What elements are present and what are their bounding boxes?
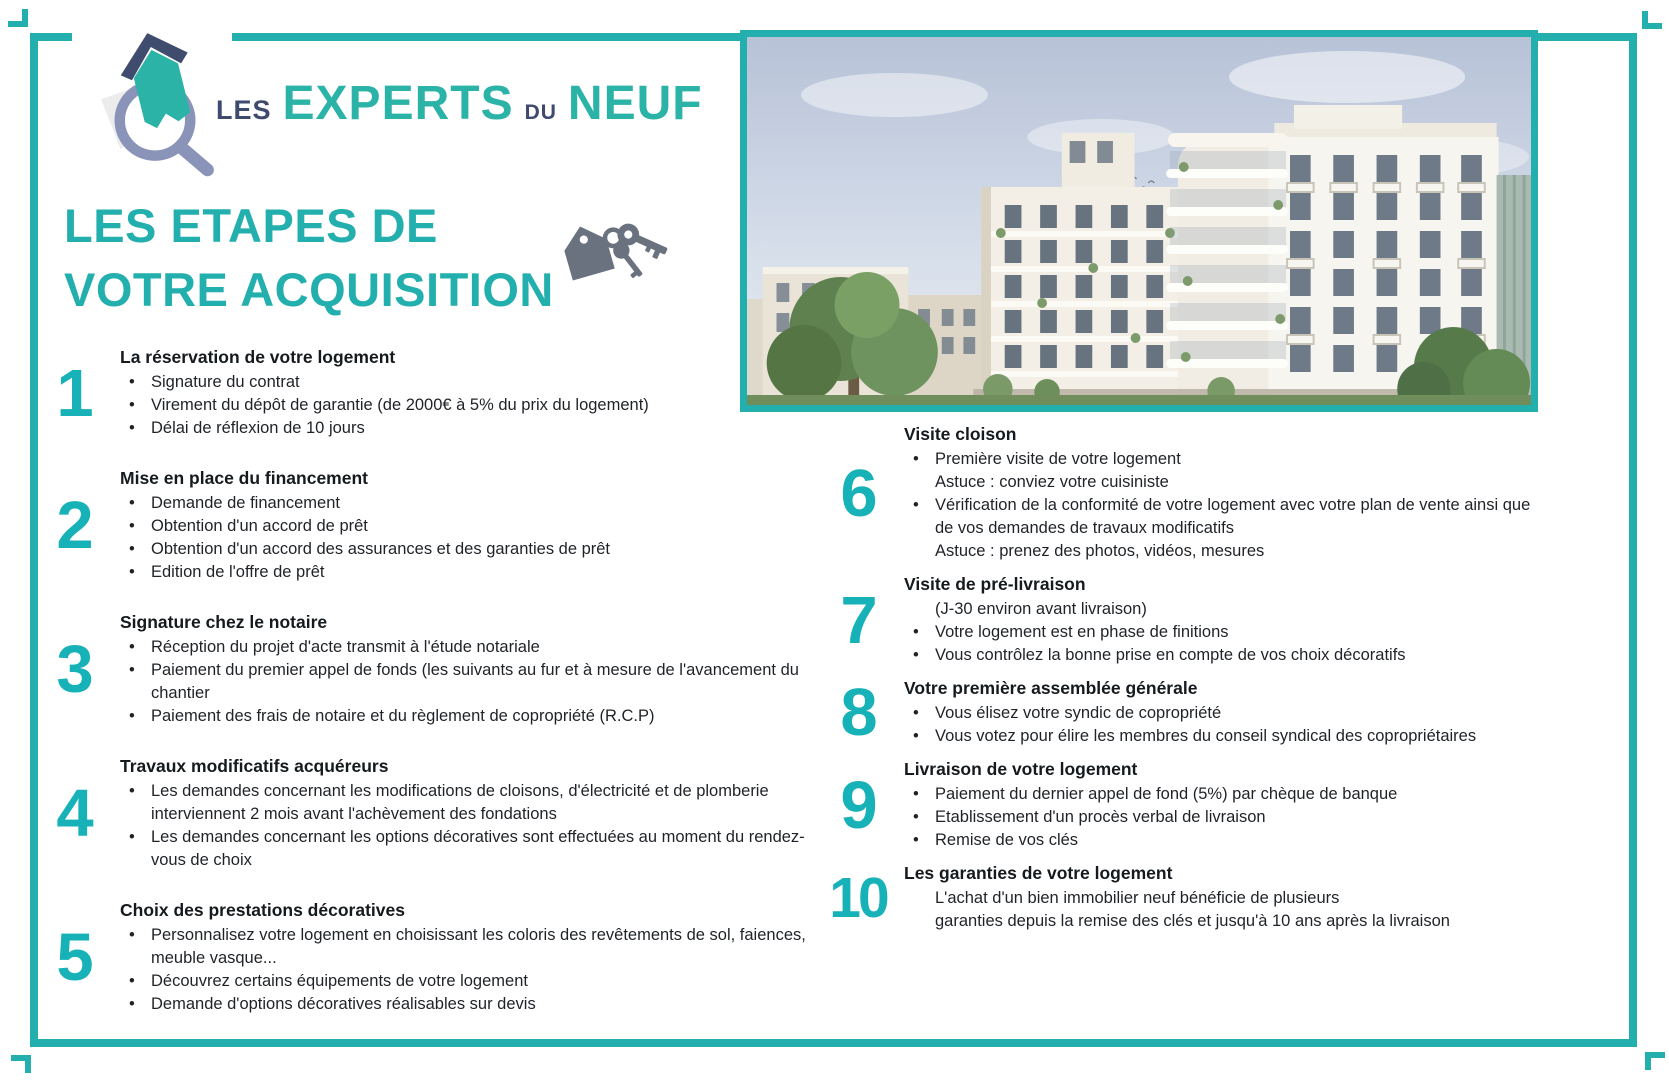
step-item bbox=[42, 468, 814, 584]
step-item bbox=[42, 900, 814, 1016]
steps-column-left bbox=[42, 347, 814, 1044]
step-bullet-item bbox=[120, 371, 814, 394]
step-item bbox=[826, 675, 1532, 751]
step-body bbox=[120, 756, 814, 872]
step-number: 1 bbox=[56, 355, 92, 431]
bullet-dot: • bbox=[129, 926, 135, 944]
step-item-text: Demande d'options décoratives réalisables sur devis bbox=[151, 995, 536, 1013]
logo bbox=[72, 0, 232, 196]
step-bullet-item bbox=[120, 924, 814, 970]
step-item-text: Signature du contrat bbox=[151, 373, 300, 391]
step-items bbox=[120, 492, 814, 584]
step-number: 3 bbox=[56, 632, 92, 708]
bullet-dot: • bbox=[129, 373, 135, 391]
step-bullet-item bbox=[120, 492, 814, 515]
bullet-dot: • bbox=[129, 419, 135, 437]
step-item-text: Etablissement d'un procès verbal de livraison bbox=[935, 808, 1266, 826]
step-bullet-item bbox=[120, 394, 814, 417]
building-photo-illustration bbox=[747, 37, 1531, 405]
bullet-dot: • bbox=[129, 995, 135, 1013]
logo-wordmark bbox=[216, 76, 703, 131]
step-item-text: Remise de vos clés bbox=[935, 831, 1079, 849]
step-items bbox=[904, 702, 1532, 748]
step-number: 4 bbox=[56, 776, 92, 852]
step-item-text: Vous élisez votre syndic de copropriété bbox=[935, 704, 1222, 722]
step-item bbox=[42, 612, 814, 728]
bullet-dot: • bbox=[129, 661, 135, 679]
step-bullet-item bbox=[120, 538, 814, 561]
step-item-text: L'achat d'un bien immobilier neuf bénéficie de plusieurs bbox=[935, 889, 1340, 907]
logo-word-experts: EXPERTS bbox=[282, 77, 514, 130]
bullet-dot: • bbox=[129, 707, 135, 725]
step-heading: Travaux modificatifs acquéreurs bbox=[120, 756, 389, 776]
step-item-text: Les demandes concernant les options décoratives sont effectuées au moment du rendez-vous de choix bbox=[151, 828, 805, 869]
page-title-line1: LES ETAPES DE bbox=[64, 199, 438, 252]
step-bullet-item bbox=[120, 417, 814, 440]
bullet-dot: • bbox=[913, 831, 919, 849]
step-bullet-item bbox=[120, 705, 814, 728]
step-body bbox=[120, 612, 814, 728]
bullet-dot: • bbox=[913, 808, 919, 826]
step-body bbox=[904, 678, 1532, 748]
step-bullet-item bbox=[120, 826, 814, 872]
corner-mark-top-right bbox=[1642, 11, 1662, 29]
step-heading: Visite cloison bbox=[904, 424, 1017, 444]
step-item-text: Délai de réflexion de 10 jours bbox=[151, 419, 365, 437]
step-bullet-item bbox=[120, 515, 814, 538]
step-item-text: Astuce : prenez des photos, vidéos, mesures bbox=[935, 542, 1265, 560]
bullet-dot: • bbox=[129, 540, 135, 558]
step-item bbox=[826, 574, 1532, 667]
step-item-text: Première visite de votre logement bbox=[935, 450, 1181, 468]
step-body bbox=[120, 468, 814, 584]
bullet-dot: • bbox=[129, 782, 135, 800]
step-bullet-item bbox=[904, 644, 1532, 667]
bullet-dot: • bbox=[913, 646, 919, 664]
step-item-text: Découvrez certains équipements de votre logement bbox=[151, 972, 528, 990]
corner-mark-bottom-left bbox=[11, 1055, 31, 1073]
step-number: 6 bbox=[840, 455, 876, 531]
step-number: 2 bbox=[56, 488, 92, 564]
step-bullet-item bbox=[904, 806, 1532, 829]
bullet-dot: • bbox=[913, 727, 919, 745]
step-item-text: garanties depuis la remise des clés et jusqu'à 10 ans après la livraison bbox=[935, 912, 1450, 930]
bullet-dot: • bbox=[129, 638, 135, 656]
step-heading: Choix des prestations décoratives bbox=[120, 900, 405, 920]
step-items bbox=[904, 448, 1532, 563]
step-bullet-item bbox=[904, 621, 1532, 644]
step-note bbox=[904, 598, 1532, 621]
step-item bbox=[826, 759, 1532, 852]
bullet-dot: • bbox=[129, 972, 135, 990]
step-items bbox=[120, 636, 814, 728]
step-number: 5 bbox=[56, 920, 92, 996]
step-item-text: Les demandes concernant les modifications de cloisons, d'électricité et de plomberie interviennent 2 mois avant l'achèvement des fondations bbox=[151, 782, 769, 823]
step-bullet-item bbox=[120, 970, 814, 993]
step-items bbox=[904, 783, 1532, 852]
step-bullet-item bbox=[904, 448, 1532, 471]
step-number: 8 bbox=[840, 675, 876, 751]
bullet-dot: • bbox=[913, 704, 919, 722]
step-heading: Mise en place du financement bbox=[120, 468, 368, 488]
step-items bbox=[120, 780, 814, 872]
step-bullet-item bbox=[904, 829, 1532, 852]
step-item bbox=[42, 756, 814, 872]
bullet-dot: • bbox=[129, 517, 135, 535]
step-body bbox=[904, 574, 1532, 667]
step-item-text: Astuce : conviez votre cuisiniste bbox=[935, 473, 1169, 491]
bullet-dot: • bbox=[129, 828, 135, 846]
step-item-text: Vous votez pour élire les membres du conseil syndical des copropriétaires bbox=[935, 727, 1477, 745]
step-bullet-item bbox=[120, 659, 814, 705]
step-number: 10 bbox=[829, 865, 887, 930]
step-bullet-item bbox=[120, 636, 814, 659]
steps-column-right bbox=[826, 424, 1532, 944]
step-note bbox=[904, 471, 1532, 494]
house-keys-icon bbox=[556, 214, 674, 303]
bullet-dot: • bbox=[129, 396, 135, 414]
house-magnifier-icon bbox=[80, 4, 230, 194]
logo-word-les: LES bbox=[216, 95, 272, 125]
step-item-text: Edition de l'offre de prêt bbox=[151, 563, 325, 581]
building-photo bbox=[740, 30, 1538, 412]
step-item bbox=[826, 863, 1532, 933]
step-item-text: Paiement des frais de notaire et du règlement de copropriété (R.C.P) bbox=[151, 707, 655, 725]
corner-mark-top-left bbox=[8, 9, 28, 27]
step-item-text: Vérification de la conformité de votre logement avec votre plan de vente ainsi que de vos demandes de travaux modificatifs bbox=[935, 496, 1531, 537]
step-item-text: Virement du dépôt de garantie (de 2000€ à 5% du prix du logement) bbox=[151, 396, 649, 414]
bullet-dot: • bbox=[129, 563, 135, 581]
corner-mark-bottom-right bbox=[1645, 1052, 1665, 1070]
step-note bbox=[904, 887, 1532, 910]
bullet-dot: • bbox=[913, 496, 919, 514]
step-heading: Votre première assemblée générale bbox=[904, 678, 1198, 698]
step-item-text: Paiement du premier appel de fonds (les suivants au fur et à mesure de l'avancement du chantier bbox=[151, 661, 799, 702]
bullet-dot: • bbox=[913, 623, 919, 641]
step-body bbox=[120, 900, 814, 1016]
step-item-text: (J-30 environ avant livraison) bbox=[935, 600, 1147, 618]
step-bullet-item bbox=[120, 561, 814, 584]
step-item-text: Paiement du dernier appel de fond (5%) par chèque de banque bbox=[935, 785, 1398, 803]
step-item-text: Réception du projet d'acte transmit à l'étude notariale bbox=[151, 638, 540, 656]
page-title-line2: VOTRE ACQUISITION bbox=[64, 263, 554, 316]
step-body bbox=[120, 347, 814, 440]
logo-word-du: DU bbox=[524, 101, 557, 124]
step-heading: La réservation de votre logement bbox=[120, 347, 396, 367]
step-note bbox=[904, 540, 1532, 563]
step-body bbox=[904, 759, 1532, 852]
step-body bbox=[904, 424, 1532, 563]
step-item-text: Demande de financement bbox=[151, 494, 340, 512]
step-heading: Les garanties de votre logement bbox=[904, 863, 1173, 883]
step-items bbox=[120, 924, 814, 1016]
step-item bbox=[826, 424, 1532, 563]
step-note bbox=[904, 910, 1532, 933]
step-bullet-item bbox=[904, 494, 1532, 540]
step-number: 7 bbox=[840, 582, 876, 658]
step-heading: Visite de pré-livraison bbox=[904, 574, 1086, 594]
step-items bbox=[904, 598, 1532, 667]
logo-word-neuf: NEUF bbox=[567, 77, 703, 130]
step-bullet-item bbox=[120, 780, 814, 826]
step-bullet-item bbox=[904, 783, 1532, 806]
step-bullet-item bbox=[120, 993, 814, 1016]
step-item-text: Obtention d'un accord de prêt bbox=[151, 517, 368, 535]
step-bullet-item bbox=[904, 702, 1532, 725]
step-heading: Signature chez le notaire bbox=[120, 612, 328, 632]
step-items bbox=[904, 887, 1532, 933]
page-title bbox=[64, 194, 554, 322]
bullet-dot: • bbox=[913, 785, 919, 803]
step-body bbox=[904, 863, 1532, 933]
bullet-dot: • bbox=[913, 450, 919, 468]
step-number: 9 bbox=[840, 767, 876, 843]
step-item-text: Vous contrôlez la bonne prise en compte de vos choix décoratifs bbox=[935, 646, 1406, 664]
step-item bbox=[42, 347, 814, 440]
step-bullet-item bbox=[904, 725, 1532, 748]
step-items bbox=[120, 371, 814, 440]
step-item-text: Votre logement est en phase de finitions bbox=[935, 623, 1229, 641]
step-heading: Livraison de votre logement bbox=[904, 759, 1138, 779]
bullet-dot: • bbox=[129, 494, 135, 512]
step-item-text: Obtention d'un accord des assurances et des garanties de prêt bbox=[151, 540, 611, 558]
step-item-text: Personnalisez votre logement en choisissant les coloris des revêtements de sol, faiences, meuble vasque... bbox=[151, 926, 806, 967]
